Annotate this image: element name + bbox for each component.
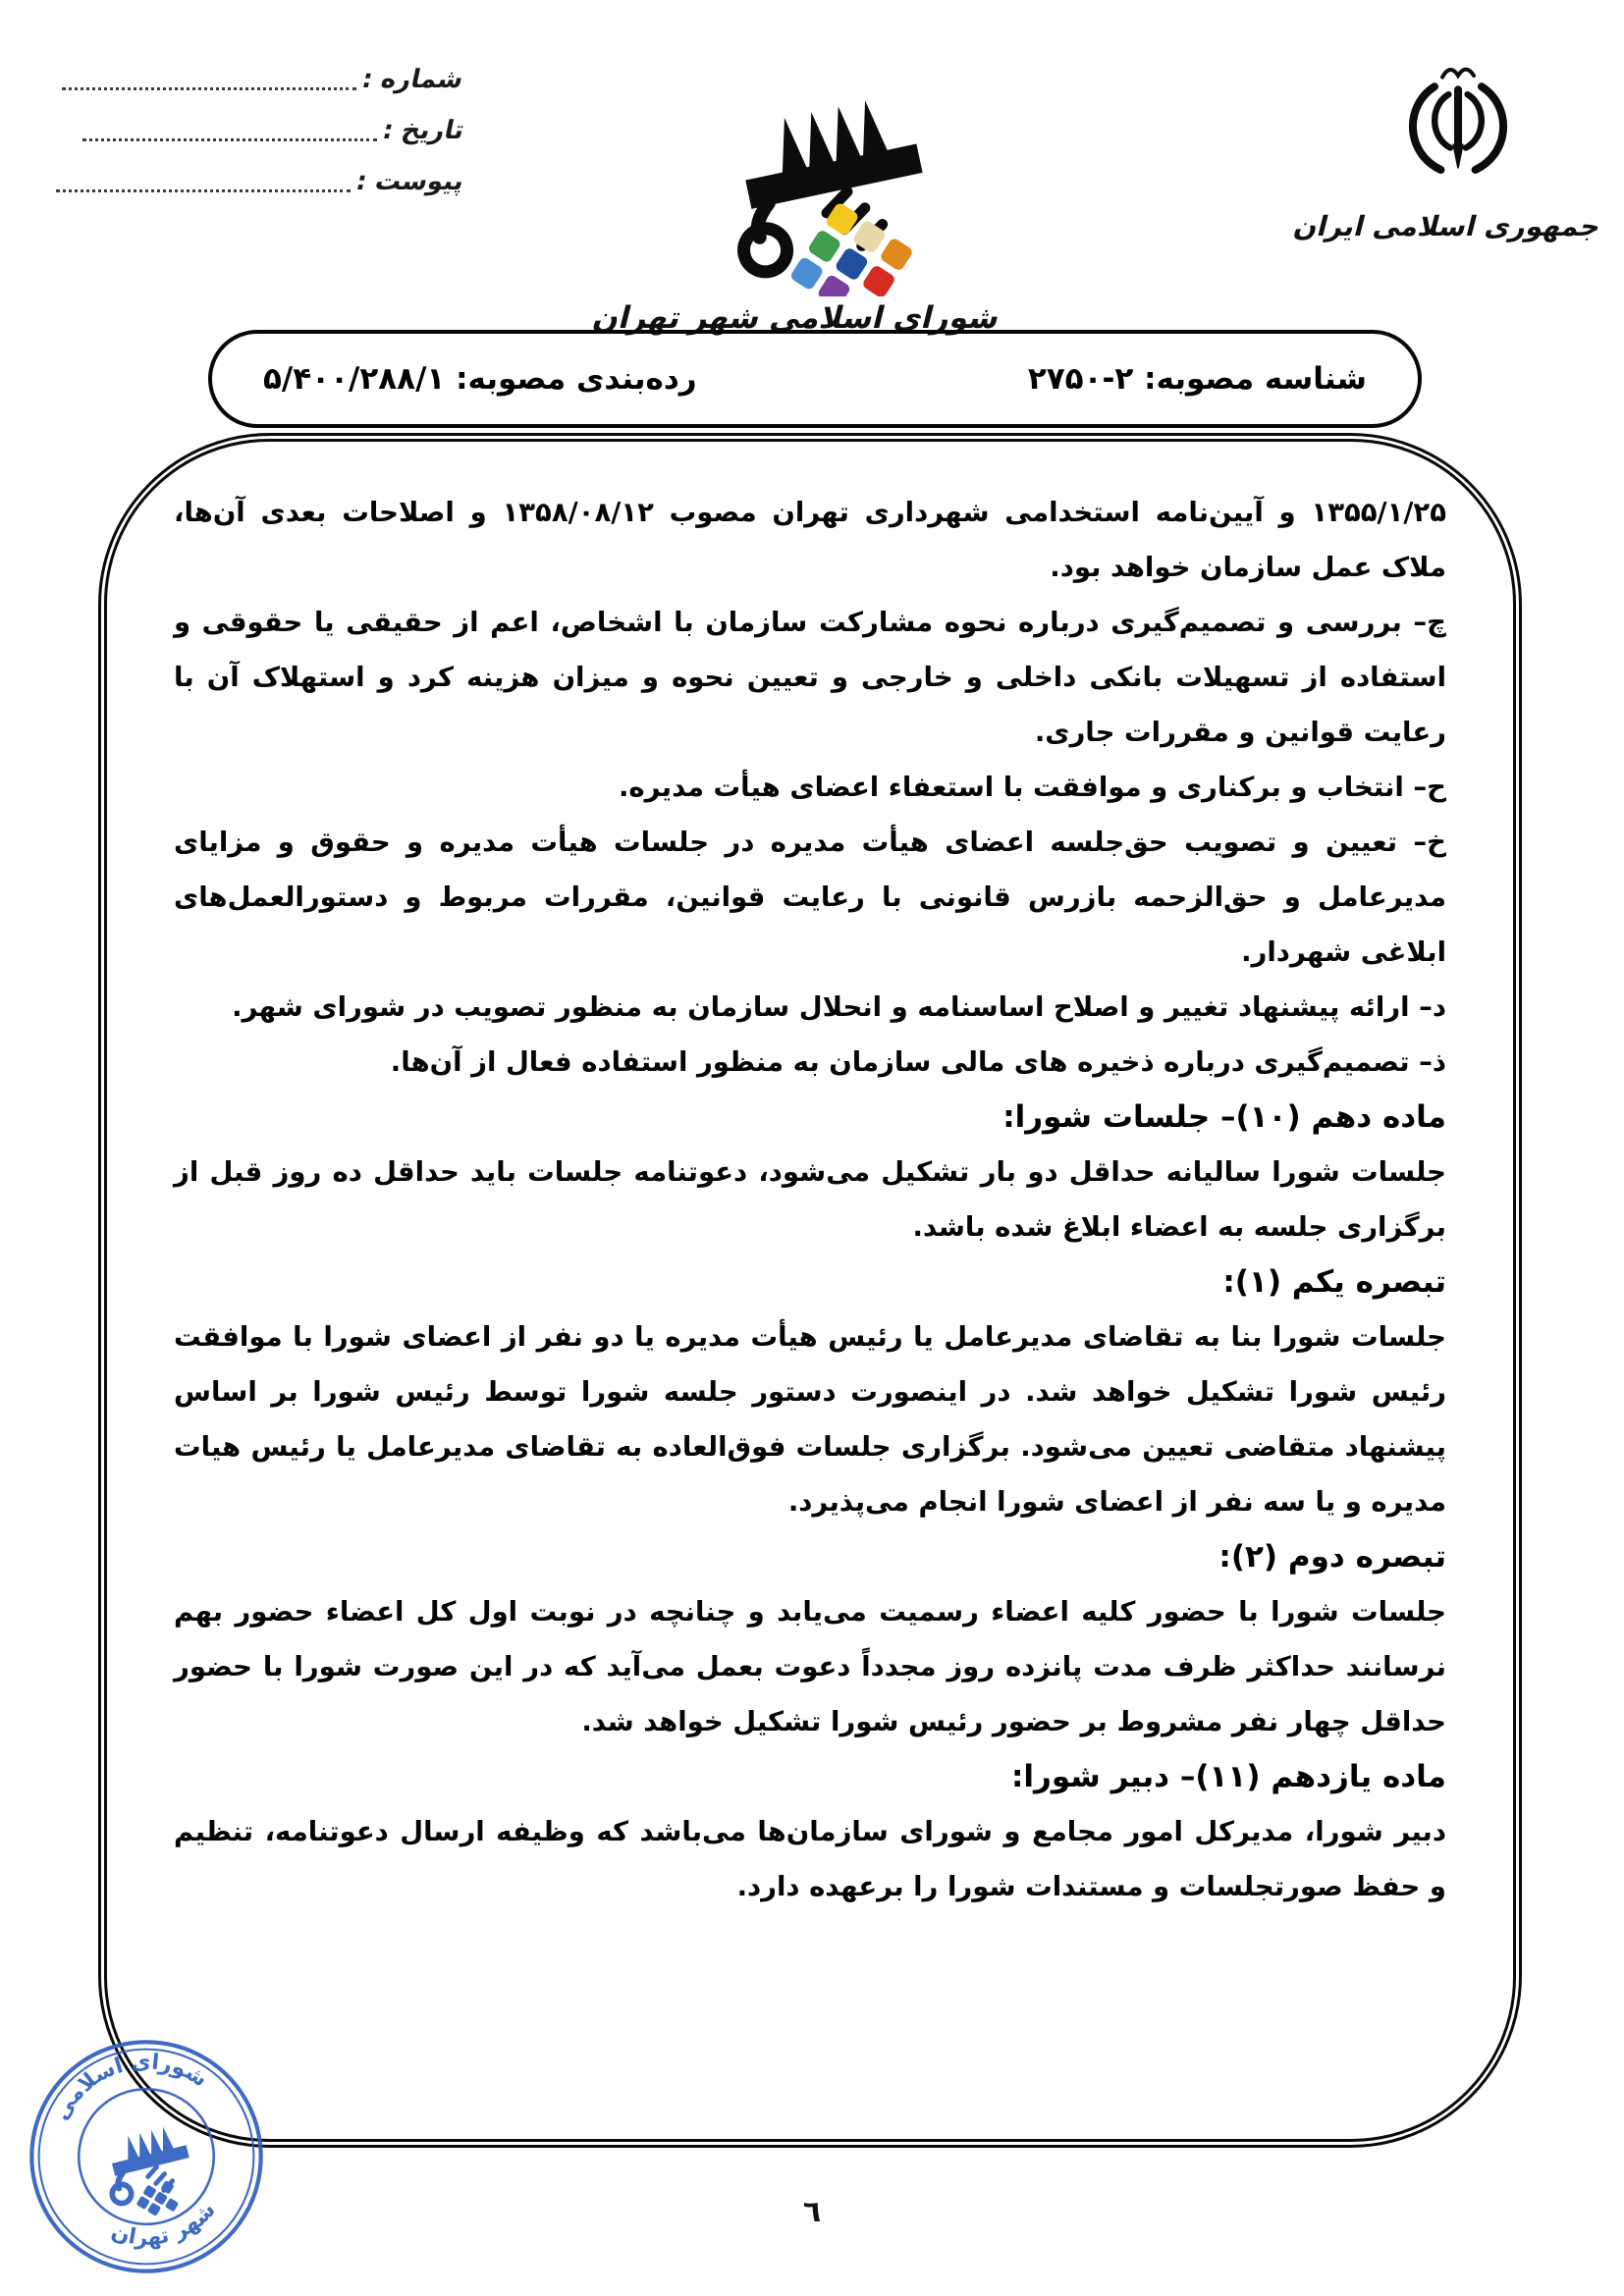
paragraph: خ– تعیین و تصویب حق‌جلسه اعضای هیأت مدیره در جلسات هیأت مدیره و حقوق و مزایای مدیرعامل و حق‌الزحمه بازرس قانونی با رعایت قوانین، مقررات مربوط و دستورالعمل‌های ابلاغی شهردار. — [174, 827, 1446, 968]
iran-emblem-icon — [1380, 57, 1537, 204]
number-field-label: شماره : — [359, 65, 467, 94]
content-frame — [98, 433, 1522, 2148]
section-heading: ماده یازدهم (۱۱)– دبیر شورا: — [1010, 1759, 1446, 1794]
letterhead-fields — [71, 65, 467, 218]
paragraph: جلسات شورا با حضور کلیه اعضاء رسمیت می‌یابد و چنانچه در نوبت اول کل اعضاء حضور بهم نرسانند حداکثر ظرف مدت پانزده روز مجدداً دعوت بعمل می‌آید که در این صورت شورا با حضور حداقل چهار نفر مشروط بر حضور رئیس شورا تشکیل خواهد شد. — [174, 1596, 1446, 1737]
paragraph: ح– انتخاب و برکناری و موافقت با استعفاء اعضای هیأت مدیره. — [618, 772, 1446, 803]
stamp-text-bottom: شهر تهران — [108, 2197, 221, 2251]
classification-label: رده‌بندی مصوبه: ۵/۴۰۰/۲۸۸/۱ — [263, 361, 697, 397]
field-row-date — [71, 116, 467, 145]
date-field-label: تاریخ : — [379, 116, 467, 145]
date-field-line — [82, 119, 377, 141]
resolution-id-label: شناسه مصوبه: ۲-۲۷۵۰ — [1027, 361, 1367, 397]
national-emblem — [1290, 57, 1605, 242]
council-logo-caption: شورای اسلامی شهر تهران — [589, 300, 1004, 336]
stamp-text-top: شورای اسلامی — [48, 2050, 212, 2125]
page-number: ٦ — [802, 2195, 822, 2229]
council-logo-icon — [690, 51, 985, 296]
paragraph: د– ارائه پیشنهاد تغییر و اصلاح اساسنامه و انحلال سازمان به منظور تصویب در شورای شهر. — [232, 991, 1446, 1023]
paragraph: دبیر شورا، مدیرکل امور مجامع و شورای سازمان‌ها می‌باشد که وظیفه ارسال دعوتنامه، تنظیم و حفظ صورتجلسات و مستندات شورا را برعهده دارد. — [174, 1816, 1446, 1902]
field-row-attachment — [71, 167, 467, 196]
section-heading: ماده دهم (۱۰)– جلسات شورا: — [1002, 1099, 1446, 1135]
field-row-number — [71, 65, 467, 94]
section-heading: تبصره دوم (۲): — [1218, 1539, 1446, 1575]
svg-text:شورای اسلامی — [39, 2033, 215, 2129]
section-heading: تبصره یکم (۱): — [1222, 1264, 1446, 1300]
attachment-field-line — [56, 170, 351, 192]
attachment-field-label: پیوست : — [352, 167, 467, 196]
emblem-caption: جمهوری اسلامی ایران — [1290, 210, 1605, 242]
content-frame-inner — [104, 439, 1516, 2142]
paragraph: جلسات شورا بنا به تقاضای مدیرعامل یا رئیس هیأت مدیره یا دو نفر از اعضای شورا با موافقت رئیس شورا تشکیل خواهد شد. در اینصورت دستور جلسه شورا توسط رئیس شورا بر اساس پیشنهاد متقاضی تعیین می‌شود. برگزاری جلسات فوق‌العاده به تقاضای مدیرعامل یا رئیس هیات مدیره و یا سه نفر از اعضای شورا انجام می‌پذیرد. — [174, 1321, 1446, 1518]
paragraph: جلسات شورا سالیانه حداقل دو بار تشکیل می‌شود، دعوتنامه جلسات باید حداقل ده روز قبل از برگزاری جلسه به اعضاء ابلاغ شده باشد. — [174, 1156, 1446, 1243]
document-body — [107, 442, 1513, 2139]
resolution-id-bar — [208, 330, 1422, 428]
council-logo — [589, 51, 1004, 336]
paragraph: ۱۳۵۵/۱/۲۵ و آیین‌نامه استخدامی شهرداری تهران مصوب ۱۳۵۸/۰۸/۱۲ و اصلاحات بعدی آن‌ها، ملاک عمل سازمان خواهد بود. — [174, 497, 1446, 583]
paragraph: ذ– تصمیم‌گیری درباره ذخیره های مالی سازمان به منظور استفاده فعال از آن‌ها. — [390, 1046, 1446, 1078]
paragraph: چ– بررسی و تصمیم‌گیری درباره نحوه مشارکت سازمان با اشخاص، اعم از حقیقی یا حقوقی و استفاده از تسهیلات بانکی داخلی و خارجی و تعیین نحوه و میزان هزینه کرد و استهلاک آن با رعایت قوانین و مقررات جاری. — [174, 607, 1446, 748]
number-field-line — [62, 68, 356, 90]
